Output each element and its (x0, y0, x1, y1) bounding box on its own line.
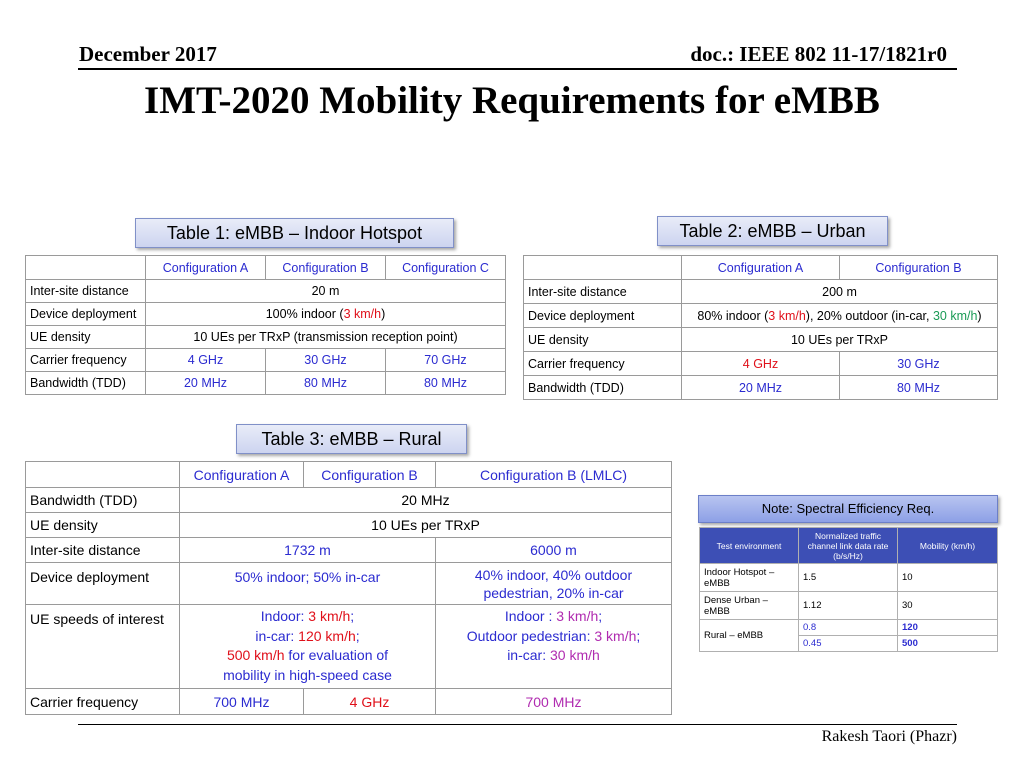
text-span: Outdoor pedestrian: (466, 627, 595, 644)
table-row (524, 376, 998, 400)
table-cell: 700 MHz (436, 689, 672, 715)
speed-value: 3 km/h (594, 627, 637, 644)
row-label: UE density (26, 326, 146, 349)
text-span: mobility in high-speed case (223, 666, 392, 683)
table-cell (146, 303, 506, 326)
table-cell: 20 m (146, 280, 506, 303)
table-row (26, 563, 672, 605)
table-cell: 700 MHz (180, 689, 304, 715)
table-header-cell: Configuration B (266, 256, 386, 280)
text-span: ; (636, 627, 641, 644)
table-row (524, 256, 998, 280)
text-span: for evaluation of (284, 647, 389, 663)
table-cell: 50% indoor; 50% in-car (180, 563, 436, 605)
table-cell: 1732 m (180, 538, 436, 563)
table-header-cell: Configuration C (386, 256, 506, 280)
table-cell: 200 m (682, 280, 998, 304)
header-divider (78, 68, 957, 70)
table-cell (26, 256, 146, 280)
table-cell: 40% indoor, 40% outdoor pedestrian, 20% in-car (436, 563, 672, 605)
table-cell: 70 GHz (386, 349, 506, 372)
table-cell: 80 MHz (386, 372, 506, 395)
footer-author: Rakesh Taori (Phazr) (821, 728, 957, 745)
table-row (700, 592, 998, 620)
speed-value: 3 km/h (308, 608, 351, 624)
table-cell: Dense Urban – eMBB (700, 592, 799, 620)
row-label: UE density (524, 328, 682, 352)
table-cell (180, 605, 436, 689)
table-cell (682, 304, 998, 328)
table-header-cell: Configuration B (304, 462, 436, 488)
table-cell: 80 MHz (266, 372, 386, 395)
table-cell: 0.45 (799, 636, 898, 652)
table-header-cell: Test environment (700, 528, 799, 564)
table-row (26, 488, 672, 513)
footer-divider (78, 724, 957, 725)
table-cell (436, 605, 672, 689)
row-label: Bandwidth (TDD) (524, 376, 682, 400)
row-label: Inter-site distance (524, 280, 682, 304)
table-row (26, 349, 506, 372)
table-header-cell: Mobility (km/h) (898, 528, 998, 564)
table-row (26, 280, 506, 303)
table-row (700, 564, 998, 592)
table-header-cell: Configuration A (180, 462, 304, 488)
text-span: Indoor: (260, 608, 309, 624)
table-cell: 0.8 (799, 620, 898, 636)
spectral-efficiency-table (699, 527, 998, 652)
table-cell: 20 MHz (682, 376, 840, 400)
text-span: ), 20% outdoor (in-car, (805, 308, 933, 323)
table-cell: 20 MHz (146, 372, 266, 395)
table-cell: 4 GHz (304, 689, 436, 715)
table2-urban (523, 255, 998, 400)
table-row (26, 513, 672, 538)
speed-value: 3 km/h (343, 307, 382, 321)
speed-value: 3 km/h (768, 308, 806, 323)
table-cell (524, 256, 682, 280)
table-row (26, 605, 672, 689)
table-header-cell: Configuration A (146, 256, 266, 280)
row-label: Device deployment (26, 563, 180, 605)
table-row (26, 462, 672, 488)
text-span: ) (381, 307, 386, 321)
row-label: Carrier frequency (524, 352, 682, 376)
table-cell: Rural – eMBB (700, 620, 799, 652)
row-label: UE density (26, 513, 180, 538)
table-row (524, 280, 998, 304)
table-cell: 10 UEs per TRxP (transmission reception point) (146, 326, 506, 349)
header-date: December 2017 (79, 42, 217, 66)
note-caption: Note: Spectral Efficiency Req. (698, 495, 998, 523)
text-span: in-car: (507, 647, 550, 663)
table-row (26, 538, 672, 563)
table-cell: 80 MHz (840, 376, 998, 400)
table-cell: 6000 m (436, 538, 672, 563)
table-row (26, 256, 506, 280)
row-label: Device deployment (524, 304, 682, 328)
table-header-cell: Configuration B (840, 256, 998, 280)
table-row (26, 689, 672, 715)
speed-value: 120 km/h (298, 627, 356, 644)
row-label: Carrier frequency (26, 689, 180, 715)
table-cell: 500 (898, 636, 998, 652)
table-cell: 20 MHz (180, 488, 672, 513)
speed-value: 30 km/h (932, 308, 978, 323)
table-row (524, 352, 998, 376)
table-row (524, 304, 998, 328)
table-cell: 1.5 (799, 564, 898, 592)
table-cell: Indoor Hotspot – eMBB (700, 564, 799, 592)
text-span: ) (977, 308, 982, 323)
table-cell (26, 462, 180, 488)
speed-value: 500 km/h (226, 647, 285, 663)
table-cell: 10 (898, 564, 998, 592)
text-span: ; (598, 608, 603, 624)
text-span: in-car: (255, 627, 299, 644)
table-header-cell: Configuration B (LMLC) (436, 462, 672, 488)
table-cell: 30 (898, 592, 998, 620)
table-cell: 10 UEs per TRxP (180, 513, 672, 538)
page-title: IMT-2020 Mobility Requirements for eMBB (144, 79, 880, 122)
row-label: Carrier frequency (26, 349, 146, 372)
table-cell: 4 GHz (682, 352, 840, 376)
table-row (524, 328, 998, 352)
table3-caption: Table 3: eMBB – Rural (236, 424, 467, 454)
speed-value: 3 km/h (556, 608, 599, 624)
table-cell: 120 (898, 620, 998, 636)
row-label: Inter-site distance (26, 280, 146, 303)
table3-rural (25, 461, 672, 715)
speed-value: 30 km/h (549, 647, 600, 663)
text-span: ; (355, 627, 360, 644)
header-doc-id: doc.: IEEE 802 11-17/1821r0 (690, 42, 947, 66)
text-span: 80% indoor ( (697, 308, 769, 323)
table-row (700, 620, 998, 636)
table-row (26, 326, 506, 349)
table-header-cell: Configuration A (682, 256, 840, 280)
table1-indoor-hotspot (25, 255, 506, 395)
table-cell: 1.12 (799, 592, 898, 620)
table-cell: 4 GHz (146, 349, 266, 372)
text-span: Indoor : (504, 608, 557, 624)
table1-caption: Table 1: eMBB – Indoor Hotspot (135, 218, 454, 248)
table-cell: 30 GHz (266, 349, 386, 372)
table-cell: 10 UEs per TRxP (682, 328, 998, 352)
table-row (700, 528, 998, 564)
row-label: Inter-site distance (26, 538, 180, 563)
text-span: ; (350, 608, 355, 624)
table-header-cell: Normalized traffic channel link data rate (b/s/Hz) (799, 528, 898, 564)
row-label: Bandwidth (TDD) (26, 372, 146, 395)
row-label: UE speeds of interest (26, 605, 180, 689)
row-label: Bandwidth (TDD) (26, 488, 180, 513)
table-row (26, 303, 506, 326)
text-span: 100% indoor ( (265, 307, 344, 321)
row-label: Device deployment (26, 303, 146, 326)
table-row (26, 372, 506, 395)
table2-caption: Table 2: eMBB – Urban (657, 216, 888, 246)
table-cell: 30 GHz (840, 352, 998, 376)
